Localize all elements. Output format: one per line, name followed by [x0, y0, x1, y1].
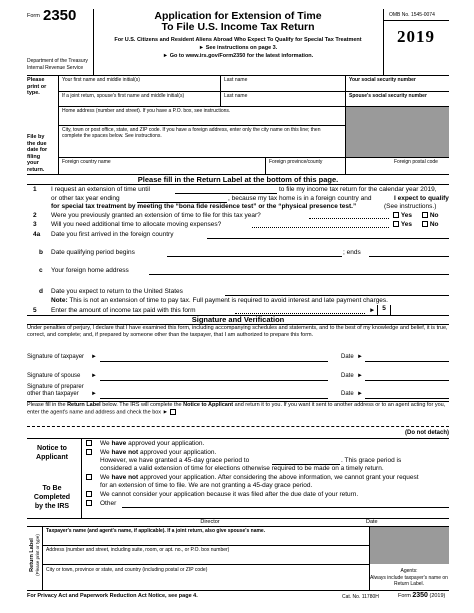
- label-address-field[interactable]: Address (number and street, including suite, room, or apt. no., or P.O. box number): [46, 547, 230, 553]
- line-1-text-f: for special tax treatment by meeting the “bona fide residence test” or the “physical presence test.”: [51, 203, 357, 210]
- line-5-text: Enter the amount of income tax paid with this form: [51, 307, 196, 314]
- irs-label: Internal Revenue Service: [27, 65, 84, 71]
- identification-block: [27, 76, 449, 174]
- preparer-date-input[interactable]: [365, 398, 449, 399]
- line-1-text-d: , because my tax home is in a foreign country and: [228, 195, 372, 202]
- preparer-signature-label-2: other than taxpayer: [27, 391, 79, 397]
- return-date-input[interactable]: [225, 295, 449, 296]
- line-5-amount-input[interactable]: [391, 305, 449, 315]
- grace-period-text-2: . This grace period is: [341, 457, 402, 464]
- other-checkbox[interactable]: [86, 500, 92, 506]
- please-print-label: Please print or type.: [27, 77, 47, 96]
- line-2-yes-label: Yes: [400, 212, 413, 219]
- line-4c-text: Your foreign home address: [51, 267, 129, 274]
- line-1-text-b: to file my income tax return for the calendar year 2019,: [279, 186, 437, 193]
- line-2-text: Were you previously granted an extension of time to file for this tax year?: [51, 212, 261, 219]
- line-4a-number: 4a: [33, 231, 41, 238]
- spouse-signature-label: Signature of spouse: [27, 373, 81, 379]
- line-5-number: 5: [33, 307, 37, 314]
- return-label-block: [27, 527, 449, 590]
- line-4c-number: c: [39, 267, 43, 274]
- omb-number: OMB No. 1545-0074: [389, 12, 435, 18]
- home-address-field[interactable]: Home address (number and street). If you have a P.O. box, see instructions.: [62, 108, 231, 114]
- agents-label: Agents:: [400, 568, 418, 574]
- do-not-detach-label: (Do not detach): [405, 430, 449, 436]
- line-5-arrow: ►: [369, 307, 376, 314]
- line-3-number: 3: [33, 221, 37, 228]
- label-name-field[interactable]: Taxpayer's name (and agent's name, if applicable). If a joint return, also give spouse's name.: [46, 528, 266, 534]
- ssn-field[interactable]: Your social security number: [349, 77, 416, 83]
- taxpayer-date-input[interactable]: [365, 361, 449, 362]
- form-header: [27, 9, 449, 75]
- option-other: Other: [100, 500, 117, 507]
- line-3-text: Will you need additional time to allocate moving expenses?: [51, 221, 222, 228]
- shaded-area: [346, 107, 449, 158]
- preparer-signature-input[interactable]: [100, 398, 328, 399]
- line-1-number: 1: [33, 186, 37, 193]
- line-4a-text: Date you first arrived in the foreign country: [51, 231, 174, 238]
- line-3-no-label: No: [429, 221, 439, 228]
- line-3-no-checkbox[interactable]: [422, 221, 428, 227]
- form-subtitle: For U.S. Citizens and Resident Aliens Abroad Who Expect To Qualify for Special Tax Treatment: [114, 37, 362, 43]
- notice-options: [82, 440, 449, 518]
- not-approved-grace-checkbox[interactable]: [86, 449, 92, 455]
- director-label: Director: [200, 519, 220, 525]
- line-3-yes-label: Yes: [400, 221, 413, 228]
- note-bold: Note:: [51, 297, 68, 304]
- spouse-date-label: Date: [341, 373, 354, 379]
- form-label: Form: [27, 13, 40, 19]
- agent-address-checkbox[interactable]: [170, 409, 176, 415]
- line-4d-number: d: [39, 288, 43, 295]
- note-text: This is not an extension of time to pay tax. Full payment is required to avoid interest and late payment charges.: [69, 297, 388, 304]
- last-name-field[interactable]: Last name: [224, 77, 248, 83]
- period-begin-input[interactable]: [167, 256, 342, 257]
- taxpayer-date-label: Date: [341, 354, 354, 360]
- preparer-signature-label-1: Signature of preparer: [27, 384, 84, 390]
- spouse-last-name-field[interactable]: Last name: [224, 93, 248, 99]
- city-field[interactable]: City, town or post office, state, and ZIP code. If you have a foreign address, enter only the city name on this line; then complete the spaces below. See instructions.: [62, 127, 321, 139]
- tax-year: 2019: [397, 27, 435, 46]
- grace-period-text: However, we have granted a 45-day grace period to: [100, 457, 250, 464]
- notice-title: Notice to Applicant: [36, 445, 68, 461]
- taxpayer-signature-input[interactable]: [100, 361, 328, 362]
- line-4b-ends: ; ends: [343, 249, 361, 256]
- period-end-input[interactable]: [369, 256, 449, 257]
- preparer-date-label: Date: [341, 391, 354, 397]
- line-1-text-g: (See instructions.): [384, 203, 437, 210]
- option-not-approved-grace: We have not approved your application.: [100, 449, 217, 456]
- first-name-field[interactable]: Your first name and middle initial(s): [62, 77, 140, 83]
- line-2-number: 2: [33, 212, 37, 219]
- extension-date-input[interactable]: [175, 193, 277, 194]
- option-approved: We have approved your application.: [100, 440, 205, 447]
- approved-checkbox[interactable]: [86, 440, 92, 446]
- lines-section: [27, 185, 449, 322]
- other-input[interactable]: [122, 507, 449, 508]
- foreign-home-address-input[interactable]: [149, 274, 449, 275]
- line-4b-number: b: [39, 249, 43, 256]
- line-4b-text: Date qualifying period begins: [51, 249, 135, 256]
- file-by-label: File by the due date for filing your return.: [27, 134, 48, 173]
- line-1-text-c: or other tax year ending: [51, 195, 120, 202]
- arrival-date-input[interactable]: [207, 238, 449, 239]
- form-number: 2350: [43, 7, 77, 24]
- return-label-side-title: Return Label (Please print or type): [29, 534, 40, 576]
- line-2-yes-checkbox[interactable]: [393, 212, 399, 218]
- taxpayer-signature-label: Signature of taxpayer: [27, 354, 85, 360]
- foreign-country-field[interactable]: Foreign country name: [62, 159, 111, 165]
- label-city-field[interactable]: City or town, province or state, and country (including postal or ZIP code): [46, 567, 208, 573]
- option-not-approved-2: for an extension of time to file. We are not granting a 45-day grace period.: [100, 482, 313, 489]
- spouse-ssn-field[interactable]: Spouse's social security number: [349, 93, 427, 99]
- label-shaded-area: [370, 527, 450, 564]
- agents-note: Always include taxpayer's name on Return Label.: [370, 575, 448, 587]
- spouse-date-input[interactable]: [365, 380, 449, 381]
- footer-form-id: Form 2350 (2019): [398, 592, 446, 599]
- return-label-notice: Please fill in the Return Label at the bottom of this page.: [137, 175, 339, 184]
- line-5-box-label: 5: [377, 305, 391, 315]
- form-title-1: Application for Extension of Time: [154, 10, 322, 22]
- cat-number: Cat. No. 11780H: [342, 594, 379, 600]
- signature-heading: Signature and Verification: [191, 315, 285, 324]
- director-date-label: Date: [366, 519, 378, 525]
- goto-link: ► Go to www.irs.gov/Form2350 for the latest information.: [162, 53, 314, 59]
- line-3-yes-checkbox[interactable]: [393, 221, 399, 227]
- return-label-instructions: Please fill in the Return Label below. The IRS will complete the Notice to Applicant and return it to you. If you want it sent to another address or to an agent acting for you, enter the agent's name and address and check the box ►: [27, 402, 446, 415]
- line-1-text-e: I expect to qualify: [394, 195, 449, 202]
- spouse-signature-input[interactable]: [100, 380, 328, 381]
- grace-period-text-3: considered a valid extension of time for elections otherwise required to be made on a timely return.: [100, 465, 384, 472]
- see-instructions: ► See instructions on page 3.: [198, 45, 278, 51]
- dept-label: Department of the Treasury: [27, 58, 88, 64]
- privacy-notice: For Privacy Act and Paperwork Reduction Act Notice, see page 4.: [27, 593, 198, 599]
- line-2-no-checkbox[interactable]: [422, 212, 428, 218]
- foreign-province-field[interactable]: Foreign province/county: [269, 159, 323, 165]
- completed-by-irs-label: To Be Completed by the IRS: [33, 485, 71, 510]
- line-1-text-a: I request an extension of time until: [51, 186, 151, 193]
- perjury-statement: Under penalties of perjury, I declare that I have examined this form, including accompanying schedules and statements, and to the best of my knowledge and belief, it is true, correct, and complete; and, if prepared by someone other than the taxpayer, that I am authorized to prepare this form.: [27, 325, 448, 338]
- option-not-approved: We have not approved your application. After considering the above information, we cannot grant your request: [100, 474, 419, 481]
- not-approved-checkbox[interactable]: [86, 474, 92, 480]
- line-2-no-label: No: [429, 212, 439, 219]
- line-4d-text: Date you expect to return to the United States: [51, 288, 183, 295]
- foreign-postal-field[interactable]: Foreign postal code: [394, 159, 438, 165]
- cut-line: [27, 426, 449, 427]
- option-late-filing: We cannot consider your application because it was filed after the due date of your return.: [100, 491, 359, 498]
- form-title-2: To File U.S. Income Tax Return: [161, 21, 315, 33]
- spouse-first-name-field[interactable]: If a joint return, spouse's first name and middle initial(s): [62, 93, 185, 99]
- late-filing-checkbox[interactable]: [86, 491, 92, 497]
